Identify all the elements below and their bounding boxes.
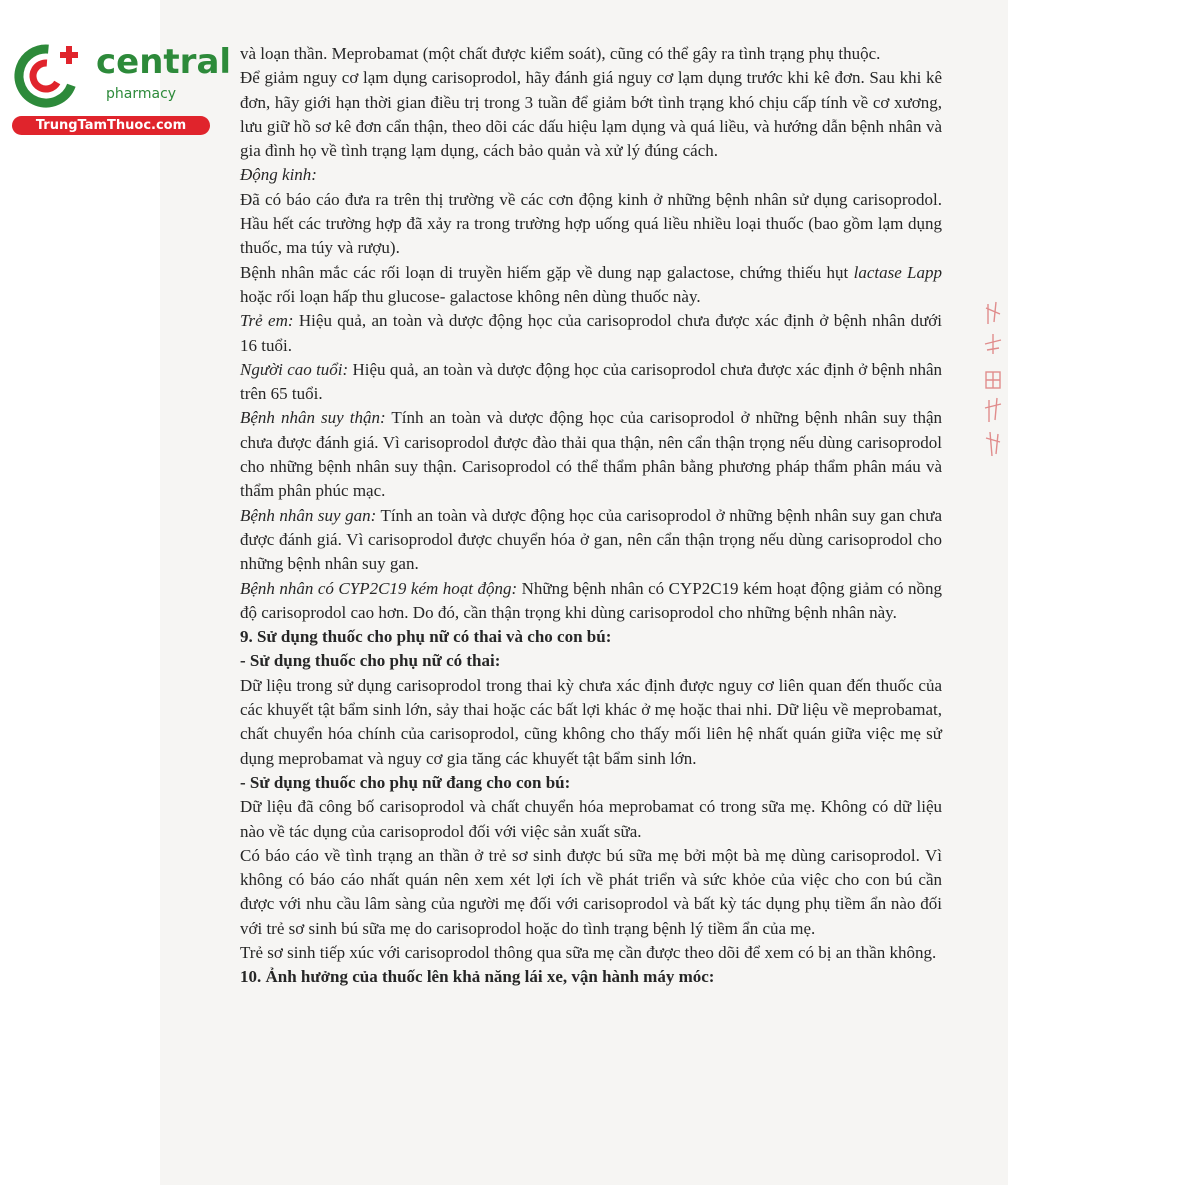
central-pharmacy-logo[interactable] (10, 36, 232, 138)
elderly-text: Hiệu quả, an toàn và dược động học của carisoprodol chưa được xác định ở bệnh nhân trên 65 tuổi. (240, 359, 942, 404)
section-9-heading: 9. Sử dụng thuốc cho phụ nữ có thai và cho con bú: (240, 627, 612, 647)
lactation-heading: - Sử dụng thuốc cho phụ nữ đang cho con bú: (240, 772, 571, 792)
document-body (240, 42, 942, 990)
paragraph-renal (240, 406, 942, 503)
galactose-text-b: hoặc rối loạn hấp thu glucose- galactose không nên dùng thuốc này. (240, 286, 701, 306)
pregnancy-heading: - Sử dụng thuốc cho phụ nữ có thai: (240, 651, 501, 671)
paragraph-seizure: Đã có báo cáo đưa ra trên thị trường về các cơn động kinh ở những bệnh nhân sử dụng carisoprodol. Hầu hết các trường hợp đã xảy ra trong trường hợp uống quá liều nhiều loại thuốc (bao gồm lạm dụng thuốc, ma túy và rượu). (240, 189, 942, 258)
paragraph-pregnancy: Dữ liệu trong sử dụng carisoprodol trong thai kỳ chưa xác định được nguy cơ liên quan đến thuốc của các khuyết tật bẩm sinh lớn, sảy thai hoặc các bất lợi khác ở mẹ hoặc thai nhi. Dữ liệu về meprobamat, chất chuyển hóa chính của carisoprodol, cũng không cho thấy mối liên hệ nhất quán giữa việc mẹ sử dụng meprobamat và nguy cơ gia tăng các khuyết tật bẩm sinh lớn. (240, 675, 942, 768)
cyp2c19-text: Những bệnh nhân có CYP2C19 kém hoạt động giảm có nồng độ carisoprodol cao hơn. Do đó, cần thận trọng khi dùng carisoprodol cho những bệnh nhân này. (240, 578, 942, 622)
pharmacy-logo-icon (10, 36, 90, 116)
renal-text: Tính an toàn và dược động học của carisoprodol ở những bệnh nhân suy thận chưa được đánh giá. Vì carisoprodol được đào thải qua thận, nên cẩn thận trọng nếu dùng carisoprodol cho những bệnh nhân suy thận. Carisoprodol có thể thẩm phân bằng phương pháp thẩm phân máu và thẩm phân phúc mạc. (240, 408, 943, 501)
paragraph-lactation-1: Dữ liệu đã công bố carisoprodol và chất chuyển hóa meprobamat có trong sữa mẹ. Không có dữ liệu nào về tác dụng của carisoprodol đối với việc sản xuất sữa. (240, 797, 942, 841)
hepatic-label: Bệnh nhân suy gan: (240, 505, 377, 525)
children-label: Trẻ em: (240, 311, 294, 331)
seizure-title: Động kinh: (240, 165, 317, 185)
cyp2c19-label: Bệnh nhân có CYP2C19 kém hoạt động: (240, 578, 518, 598)
logo-brand-name: central (96, 42, 232, 82)
paragraph-lactation-2: Có báo cáo về tình trạng an thần ở trẻ sơ sinh được bú sữa mẹ bởi một bà mẹ dùng carisoprodol. Vì không có báo cáo nhất quán nên xem xét lợi ích về phát triển và sức khỏe của việc cho con bú cần được với nhu cầu lâm sàng của người mẹ đối với carisoprodol và bất kỳ tác dụng phụ tiềm ẩn nào đối với trẻ sơ sinh bú sữa mẹ do carisoprodol hoặc do tình trạng bệnh lý tiềm ẩn của mẹ. (240, 845, 942, 938)
paragraph-lactation-3: Trẻ sơ sinh tiếp xúc với carisoprodol thông qua sữa mẹ cần được theo dõi để xem có bị an thần không. (240, 942, 937, 962)
galactose-text-a: Bệnh nhân mắc các rối loạn di truyền hiếm gặp về dung nạp galactose, chứng thiếu hụt (240, 262, 854, 282)
paragraph-meprobamat: và loạn thần. Meprobamat (một chất được kiểm soát), cũng có thể gây ra tình trạng phụ thuộc. (240, 44, 881, 63)
logo-website-banner: TrungTamThuoc.com (12, 116, 210, 135)
heading-seizure (240, 163, 942, 187)
paragraph-galactose (240, 261, 942, 310)
red-stamp-mark (980, 300, 1006, 460)
galactose-italic: lactase Lapp (853, 262, 943, 282)
hepatic-text: Tính an toàn và dược động học của carisoprodol ở những bệnh nhân suy gan chưa được đánh giá. Vì carisoprodol được chuyển hóa ở gan, nên cẩn thận trọng nếu dùng carisoprodol cho những bệnh nhân suy gan. (240, 505, 942, 574)
renal-label: Bệnh nhân suy thận: (240, 408, 386, 428)
section-10-heading: 10. Ảnh hưởng của thuốc lên khả năng lái xe, vận hành máy móc: (240, 967, 715, 987)
paragraph-abuse-risk: Để giảm nguy cơ lạm dụng carisoprodol, hãy đánh giá nguy cơ lạm dụng trước khi kê đơn. Sau khi kê đơn, hãy giới hạn thời gian điều trị trong 3 tuần để giảm bớt tình trạng khó chịu cấp tính về cơ xương, lưu giữ hồ sơ kê đơn cẩn thận, theo dõi các dấu hiệu lạm dụng và quá liều, và hướng dẫn bệnh nhân và gia đình họ về tình trạng lạm dụng, cách bảo quản và xử lý đúng cách. (240, 68, 942, 161)
paragraph-cyp2c19 (240, 577, 942, 626)
paragraph-elderly (240, 358, 942, 407)
paragraph-hepatic (240, 504, 942, 577)
elderly-label: Người cao tuổi: (240, 359, 349, 379)
paragraph-children (240, 309, 942, 358)
children-text: Hiệu quả, an toàn và dược động học của carisoprodol chưa được xác định ở bệnh nhân dưới 16 tuổi. (240, 311, 942, 355)
logo-subtitle: pharmacy (106, 86, 177, 102)
